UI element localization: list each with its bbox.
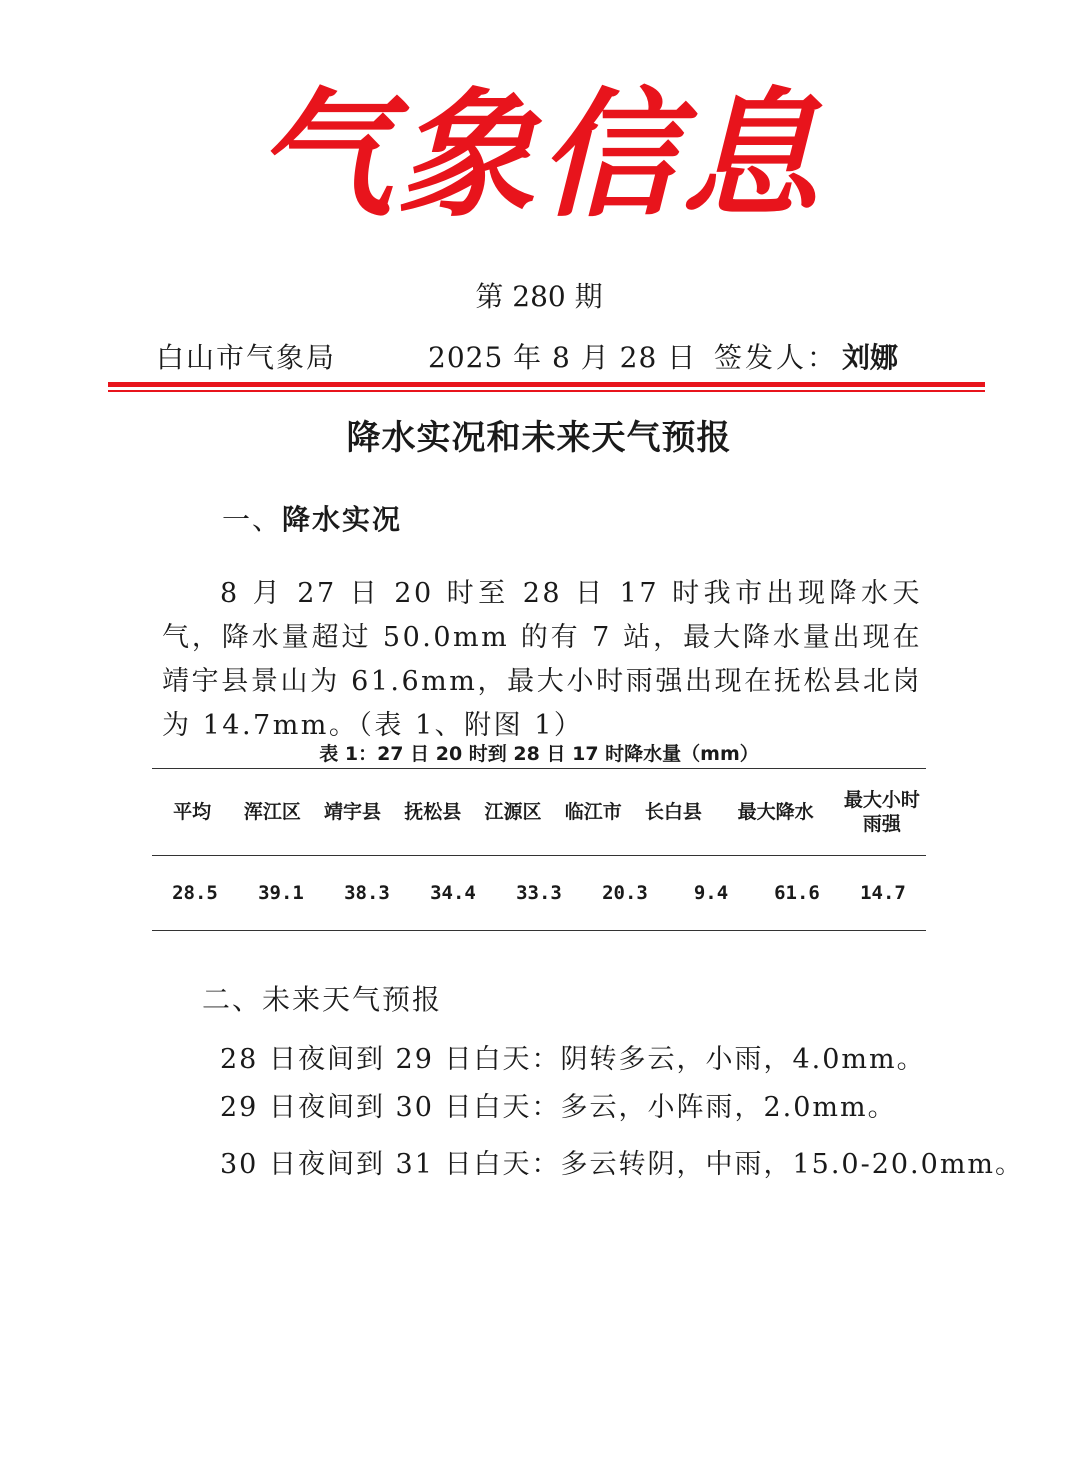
signer-name: 刘娜: [842, 341, 899, 374]
document-title: 降水实况和未来天气预报: [346, 418, 732, 458]
table-header-cell: 抚松县: [404, 801, 462, 823]
table-header-cell: 江源区: [484, 801, 542, 823]
section-1-prefix: 一、: [222, 503, 283, 536]
table-cell: 34.4: [430, 882, 476, 904]
header-rule-thick: [108, 382, 985, 387]
table-header-row: [152, 768, 926, 856]
table-header-cell: 最大降水: [737, 801, 814, 823]
table-header-cell: 长白县: [644, 801, 702, 823]
forecast-line: 30 日夜间到 31 日白天：多云转阴，中雨，15.0-20.0mm。: [220, 1149, 1025, 1180]
issue-date: 2025 年 8 月 28 日: [428, 341, 697, 374]
section-1-heading: [222, 502, 402, 538]
table-data-row: [152, 856, 926, 931]
table-cell: 38.3: [344, 882, 390, 904]
table-header-cell: 靖宇县: [324, 801, 382, 823]
masthead-title: 气象信息: [254, 73, 823, 236]
table-cell: 61.6: [774, 882, 820, 904]
section-2-heading: 二、未来天气预报: [202, 983, 443, 1016]
table-header-cell: 最大小时雨强: [843, 789, 920, 835]
issue-number: 第 280 期: [475, 280, 603, 313]
table-header-cell: 浑江区: [243, 801, 301, 823]
sign-label: 签发人：: [714, 341, 839, 374]
table-cell: 14.7: [860, 882, 906, 904]
table-cell: 28.5: [172, 882, 218, 904]
header-rule-thin: [108, 390, 985, 392]
section-1-heading-text: 降水实况: [282, 503, 403, 536]
forecast-line: 28 日夜间到 29 日白天：阴转多云，小雨，4.0mm。: [220, 1044, 926, 1075]
table-cell: 20.3: [602, 882, 648, 904]
table-header-cell: 平均: [173, 801, 212, 823]
table-cell: 33.3: [516, 882, 562, 904]
table-cell: 39.1: [258, 882, 304, 904]
forecast-line: 29 日夜间到 30 日白天：多云，小阵雨，2.0mm。: [220, 1092, 897, 1123]
rainfall-table: [152, 768, 926, 931]
table-cell: 9.4: [693, 882, 729, 904]
table-caption: 表 1：27 日 20 时到 28 日 17 时降水量（mm）: [319, 743, 759, 765]
issuer: 白山市气象局: [156, 341, 337, 374]
section-1-paragraph: 8 月 27 日 20 时至 28 日 17 时我市出现降水天气，降水量超过 50.0mm 的有 7 站，最大降水量出现在靖宇县景山为 61.6mm，最大小时雨强出现在抚松县北岗为 14.7mm。（表 1、附图 1）: [162, 578, 922, 741]
table-header-cell: 临江市: [564, 801, 622, 823]
